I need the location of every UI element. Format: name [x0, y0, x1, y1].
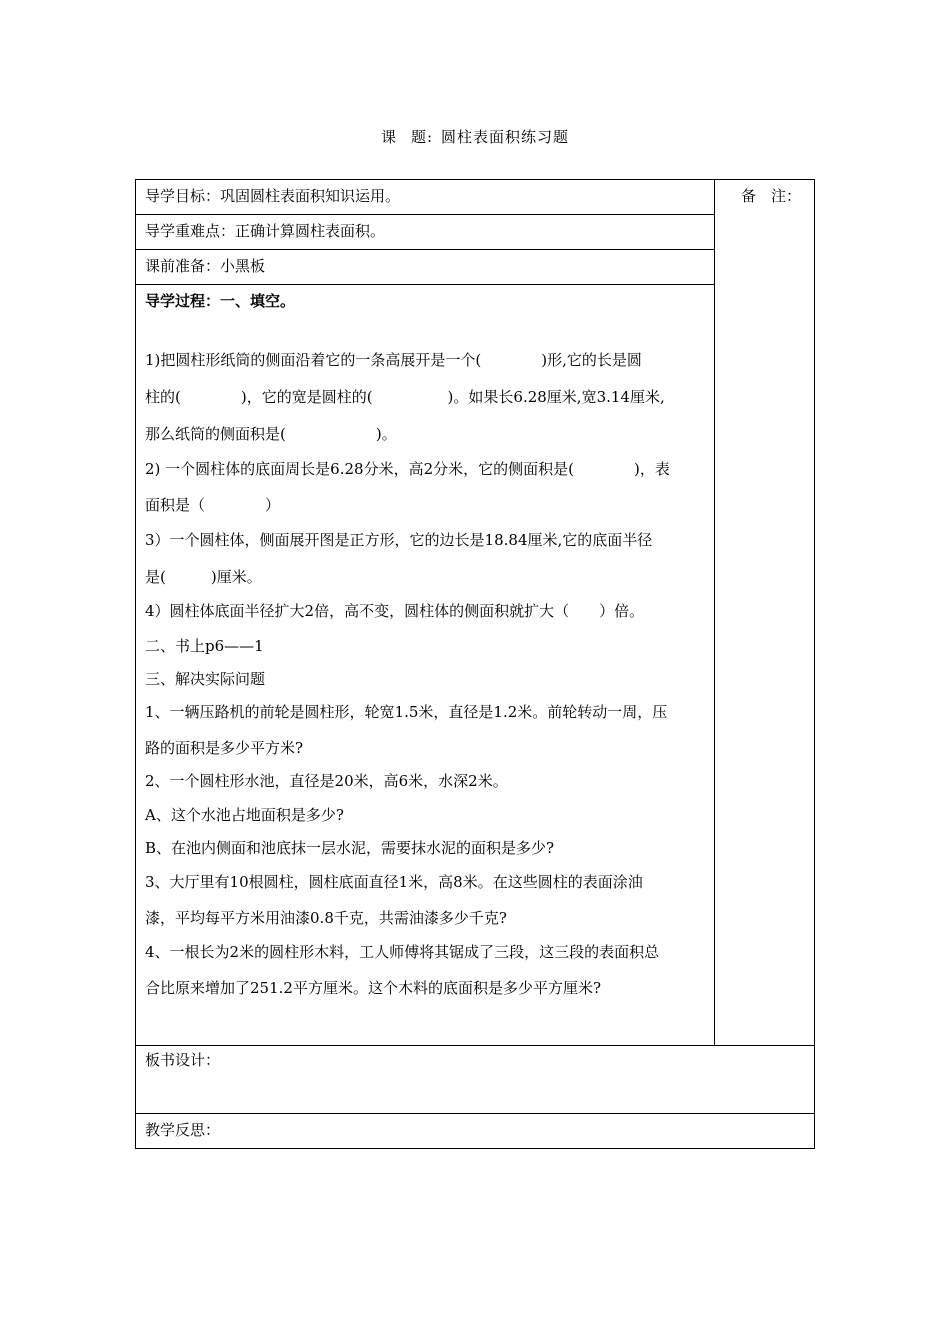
content-line: 那么纸筒的侧面积是( )。 — [145, 425, 397, 443]
row-divider-5 — [135, 1113, 815, 1114]
title-text: 圆柱表面积练习题 — [441, 128, 570, 146]
content-line: A、这个水池占地面积是多少? — [145, 806, 344, 824]
content-line: 2、一个圆柱形水池，直径是20米，高6米，水深2米。 — [145, 772, 508, 790]
content-line: 2) 一个圆柱体的底面周长是6.28分米，高2分米，它的侧面积是( )，表 — [145, 460, 670, 478]
content-line: 4）圆柱体底面半径扩大2倍，高不变，圆柱体的侧面积就扩大（ ）倍。 — [145, 602, 645, 620]
row-divider-1 — [135, 214, 715, 215]
content-line: 二、书上p6——1 — [145, 637, 264, 655]
page-title — [0, 126, 950, 147]
reflection-label: 教学反思： — [145, 1121, 221, 1139]
content-line: 4、一根长为2米的圆柱形木料，工人师傅将其锯成了三段，这三段的表面积总 — [145, 943, 660, 961]
content-line: 路的面积是多少平方米? — [145, 739, 304, 757]
content-line: 是( )厘米。 — [145, 568, 262, 586]
process-heading: 导学过程：一、填空。 — [145, 292, 296, 310]
title-mid: 题: — [410, 128, 434, 146]
preparation-row: 课前准备：小黑板 — [145, 257, 266, 275]
content-line: 3、大厅里有10根圆柱，圆柱底面直径1米，高8米。在这些圆柱的表面涂油 — [145, 873, 643, 891]
row-divider-4 — [135, 1045, 815, 1046]
table-border-left — [135, 179, 136, 1149]
table-border-top — [135, 179, 815, 180]
table-border-bottom — [135, 1148, 815, 1149]
content-line: 1)把圆柱形纸筒的侧面沿着它的一条高展开是一个( )形,它的长是圆 — [145, 351, 642, 369]
content-line: 三、解决实际问题 — [145, 670, 266, 688]
title-prefix: 课 — [380, 128, 397, 146]
difficulty-row: 导学重难点：正确计算圆柱表面积。 — [145, 222, 386, 240]
goal-row: 导学目标：巩固圆柱表面积知识运用。 — [145, 187, 401, 205]
row-divider-3 — [135, 284, 715, 285]
board-design-label: 板书设计： — [145, 1051, 221, 1069]
content-line: B、在池内侧面和池底抹一层水泥，需要抹水泥的面积是多少? — [145, 839, 555, 857]
remarks-column-divider — [714, 179, 715, 1045]
content-line: 合比原来增加了251.2平方厘米。这个木料的底面积是多少平方厘米? — [145, 979, 601, 997]
table-border-right — [814, 179, 815, 1149]
content-line: 柱的( )，它的宽是圆柱的( )。如果长6.28厘米,宽3.14厘米, — [145, 388, 665, 406]
content-line: 漆，平均每平方米用油漆0.8千克，共需油漆多少千克? — [145, 909, 507, 927]
content-line: 面积是（ ） — [145, 496, 281, 514]
row-divider-2 — [135, 249, 715, 250]
content-line: 3）一个圆柱体，侧面展开图是正方形，它的边长是18.84厘米,它的底面半径 — [145, 531, 653, 549]
remarks-label: 备 注： — [741, 187, 802, 205]
content-line: 1、一辆压路机的前轮是圆柱形，轮宽1.5米，直径是1.2米。前轮转动一周，压 — [145, 703, 668, 721]
